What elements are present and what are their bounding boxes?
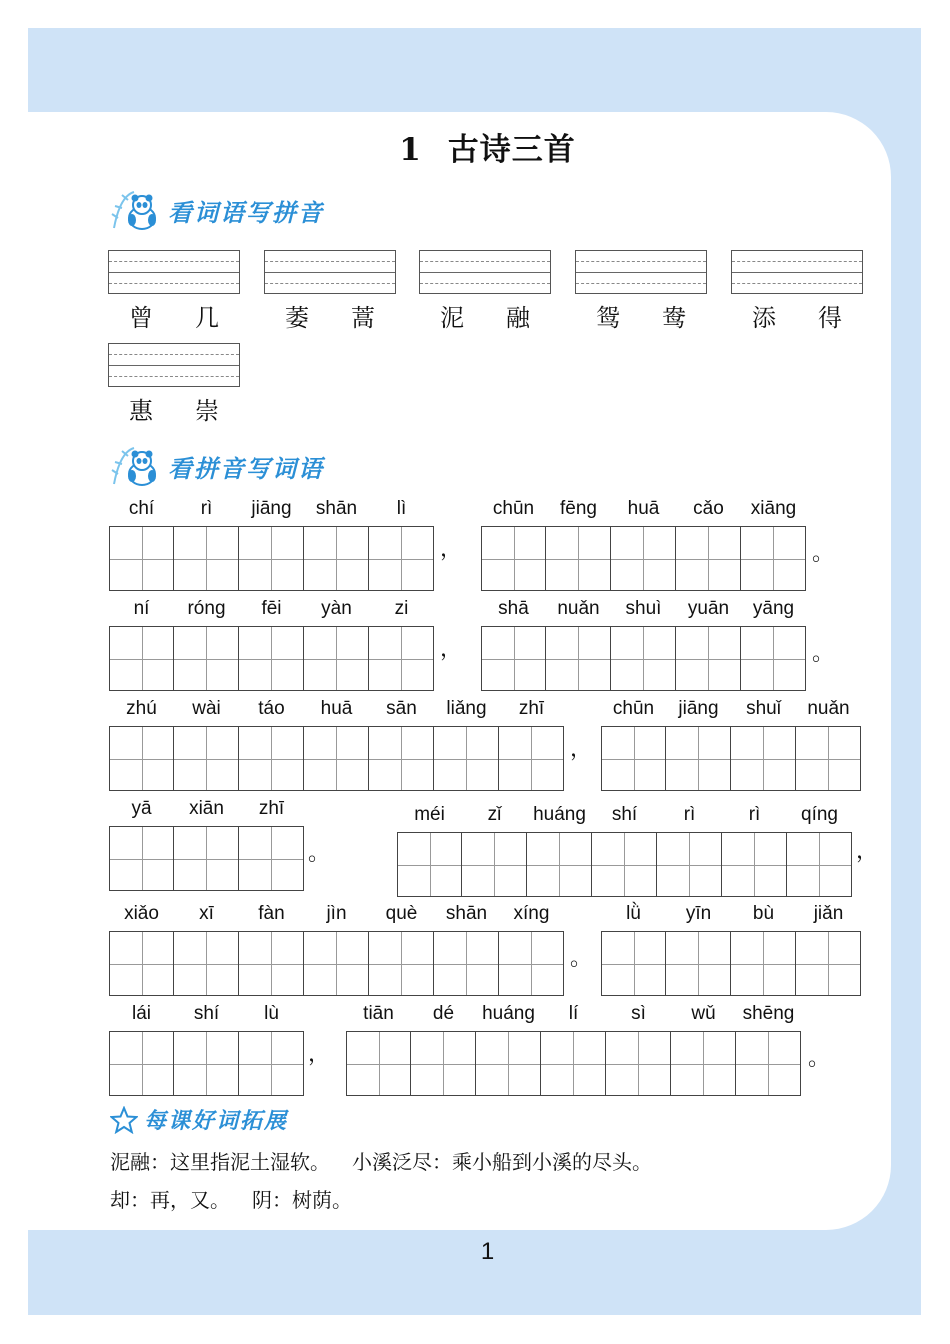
- word-character: 萎: [285, 304, 309, 332]
- character-grid: [397, 832, 852, 897]
- writing-cell[interactable]: [541, 1031, 606, 1096]
- character-grid: [601, 726, 861, 791]
- pinyin-syllable: lì: [396, 498, 407, 519]
- word-character: 泥: [440, 304, 464, 332]
- pinyin-writing-box[interactable]: [264, 250, 396, 294]
- word-character: 曾: [129, 304, 153, 332]
- vocab-line-2: [110, 1184, 374, 1213]
- writing-cell[interactable]: [606, 1031, 671, 1096]
- writing-cell[interactable]: [304, 726, 369, 791]
- word-characters: [575, 298, 707, 333]
- pinyin-syllable: sì: [631, 1003, 646, 1024]
- section-header-look-write-pinyin: [110, 188, 324, 232]
- pinyin-syllable: táo: [258, 698, 285, 719]
- pinyin-syllable: fàn: [258, 903, 285, 924]
- vocab-item: 泥融：这里指泥土湿软。: [110, 1150, 330, 1174]
- writing-cell[interactable]: [369, 526, 434, 591]
- writing-cell[interactable]: [499, 931, 564, 996]
- writing-cell[interactable]: [397, 832, 462, 897]
- pinyin-syllable: yā: [131, 798, 152, 819]
- punctuation-mark: ，: [440, 537, 463, 562]
- pinyin-row: [109, 903, 564, 925]
- writing-cell[interactable]: [174, 1031, 239, 1096]
- pinyin-syllable: jiāng: [251, 498, 292, 519]
- pinyin-row: [109, 498, 434, 520]
- pinyin-syllable: lí: [568, 1003, 579, 1024]
- character-grid: [481, 626, 806, 691]
- pinyin-syllable: chūn: [492, 498, 535, 519]
- pinyin-syllable: jiāng: [678, 698, 719, 719]
- writing-cell[interactable]: [174, 931, 239, 996]
- pinyin-syllable: lái: [131, 1003, 151, 1024]
- word-characters: [264, 298, 396, 333]
- pinyin-syllable: shān: [315, 498, 358, 519]
- character-grid: [109, 626, 434, 691]
- pinyin-syllable: zi: [394, 598, 409, 619]
- pinyin-syllable: xiāng: [750, 498, 797, 519]
- writing-cell[interactable]: [601, 726, 666, 791]
- pinyin-syllable: bù: [752, 903, 775, 924]
- word-character: 惠: [129, 397, 153, 425]
- pinyin-syllable: lù: [264, 1003, 279, 1024]
- writing-cell[interactable]: [434, 931, 499, 996]
- pinyin-syllable: cǎo: [693, 498, 724, 519]
- writing-cell[interactable]: [546, 626, 611, 691]
- pinyin-syllable: zhú: [126, 698, 157, 719]
- pinyin-syllable: jìn: [326, 903, 347, 924]
- word-character: 崇: [195, 397, 219, 425]
- pinyin-syllable: shān: [445, 903, 488, 924]
- pinyin-syllable: yàn: [321, 598, 352, 619]
- pinyin-syllable: chūn: [612, 698, 655, 719]
- writing-cell[interactable]: [736, 1031, 801, 1096]
- pinyin-syllable: jiǎn: [813, 903, 844, 924]
- word-character: 添: [752, 304, 776, 332]
- vocab-item: 小溪泛尽：乘小船到小溪的尽头。: [352, 1150, 652, 1174]
- section-title: 看词语写拼音: [168, 198, 324, 227]
- writing-cell[interactable]: [304, 526, 369, 591]
- pinyin-syllable: yuān: [687, 598, 730, 619]
- star-icon: [110, 1106, 138, 1134]
- punctuation-mark: 。: [808, 1046, 831, 1071]
- pinyin-row: [109, 598, 434, 620]
- writing-cell[interactable]: [411, 1031, 476, 1096]
- punctuation-mark: ，: [440, 637, 463, 662]
- pinyin-syllable: nuǎn: [557, 598, 600, 619]
- writing-cell[interactable]: [109, 526, 174, 591]
- writing-cell[interactable]: [174, 826, 239, 891]
- writing-cell[interactable]: [527, 832, 592, 897]
- writing-cell[interactable]: [499, 726, 564, 791]
- punctuation-mark: 。: [812, 541, 835, 566]
- pinyin-syllable: méi: [414, 804, 445, 825]
- pinyin-syllable: rì: [200, 498, 213, 519]
- word-character: 蒿: [351, 304, 375, 332]
- writing-cell[interactable]: [741, 626, 806, 691]
- writing-cell[interactable]: [109, 626, 174, 691]
- writing-cell[interactable]: [731, 931, 796, 996]
- writing-cell[interactable]: [666, 931, 731, 996]
- section-title: 看拼音写词语: [168, 454, 324, 483]
- pinyin-syllable: shí: [611, 804, 638, 825]
- punctuation-mark: 。: [570, 946, 593, 971]
- word-characters: [108, 391, 240, 426]
- writing-cell[interactable]: [174, 726, 239, 791]
- word-character: 得: [818, 304, 842, 332]
- punctuation-mark: 。: [812, 641, 835, 666]
- word-characters: [419, 298, 551, 333]
- writing-cell[interactable]: [676, 626, 741, 691]
- pinyin-writing-box[interactable]: [731, 250, 863, 294]
- punctuation-mark: ，: [856, 839, 879, 864]
- writing-cell[interactable]: [481, 526, 546, 591]
- page-number: 1: [480, 1238, 495, 1265]
- pinyin-syllable: qíng: [801, 804, 838, 825]
- pinyin-syllable: zǐ: [487, 804, 502, 825]
- writing-cell[interactable]: [601, 931, 666, 996]
- writing-cell[interactable]: [787, 832, 852, 897]
- pinyin-syllable: sān: [386, 698, 417, 719]
- writing-cell[interactable]: [109, 726, 174, 791]
- character-grid: [481, 526, 806, 591]
- vocab-line-1: [110, 1146, 674, 1175]
- pinyin-syllable: zhī: [518, 698, 545, 719]
- writing-cell[interactable]: [239, 826, 304, 891]
- pinyin-syllable: huáng: [482, 1003, 535, 1024]
- pinyin-row: [481, 598, 806, 620]
- writing-cell[interactable]: [304, 931, 369, 996]
- pinyin-syllable: xiǎo: [124, 903, 159, 924]
- writing-cell[interactable]: [796, 931, 861, 996]
- vocab-item: 阴：树荫。: [252, 1188, 352, 1212]
- pinyin-syllable: shēng: [742, 1003, 795, 1024]
- pinyin-syllable: liǎng: [446, 698, 487, 719]
- pinyin-syllable: wǔ: [691, 1003, 716, 1024]
- punctuation-mark: ，: [570, 737, 593, 762]
- pinyin-syllable: shuì: [625, 598, 662, 619]
- writing-cell[interactable]: [546, 526, 611, 591]
- pinyin-syllable: tiān: [363, 1003, 394, 1024]
- lesson-title: [0, 124, 950, 169]
- writing-cell[interactable]: [369, 626, 434, 691]
- pinyin-row: [109, 698, 564, 720]
- word-character: 几: [195, 304, 219, 332]
- lesson-number: 1: [399, 132, 422, 168]
- panda-icon: [110, 188, 162, 232]
- pinyin-syllable: dé: [432, 1003, 455, 1024]
- pinyin-syllable: rì: [748, 804, 761, 825]
- character-grid: [109, 526, 434, 591]
- word-character: 鸯: [662, 304, 686, 332]
- pinyin-syllable: yāng: [752, 598, 795, 619]
- pinyin-row: [601, 698, 861, 720]
- pinyin-syllable: huáng: [533, 804, 586, 825]
- writing-cell[interactable]: [239, 1031, 304, 1096]
- writing-cell[interactable]: [109, 931, 174, 996]
- writing-cell[interactable]: [796, 726, 861, 791]
- lesson-title-text: 古诗三首: [447, 132, 576, 168]
- writing-cell[interactable]: [731, 726, 796, 791]
- panda-icon: [110, 444, 162, 488]
- pinyin-syllable: shā: [498, 598, 529, 619]
- vocab-item: 却：再，又。: [110, 1188, 230, 1212]
- character-grid: [109, 1031, 304, 1096]
- writing-cell[interactable]: [481, 626, 546, 691]
- writing-cell[interactable]: [611, 626, 676, 691]
- pinyin-syllable: xíng: [513, 903, 550, 924]
- pinyin-syllable: huā: [627, 498, 660, 519]
- pinyin-syllable: huā: [320, 698, 353, 719]
- writing-cell[interactable]: [109, 1031, 174, 1096]
- punctuation-mark: ，: [308, 1042, 331, 1067]
- character-grid: [109, 931, 564, 996]
- punctuation-mark: 。: [308, 841, 331, 866]
- pinyin-syllable: lǜ: [626, 903, 641, 924]
- writing-cell[interactable]: [722, 832, 787, 897]
- writing-cell[interactable]: [174, 626, 239, 691]
- section-header-vocab-expand: [110, 1104, 288, 1135]
- writing-cell[interactable]: [476, 1031, 541, 1096]
- writing-cell[interactable]: [369, 726, 434, 791]
- pinyin-writing-box[interactable]: [575, 250, 707, 294]
- character-grid: [109, 726, 564, 791]
- word-character: 融: [506, 304, 530, 332]
- pinyin-writing-box[interactable]: [108, 343, 240, 387]
- writing-cell[interactable]: [239, 526, 304, 591]
- word-character: 鸳: [596, 304, 620, 332]
- writing-cell[interactable]: [676, 526, 741, 591]
- writing-cell[interactable]: [109, 826, 174, 891]
- writing-cell[interactable]: [666, 726, 731, 791]
- section-title: 每课好词拓展: [144, 1109, 289, 1134]
- character-grid: [601, 931, 861, 996]
- pinyin-writing-box[interactable]: [108, 250, 240, 294]
- writing-cell[interactable]: [369, 931, 434, 996]
- pinyin-syllable: shí: [193, 1003, 220, 1024]
- pinyin-syllable: chí: [128, 498, 155, 519]
- character-grid: [346, 1031, 801, 1096]
- pinyin-syllable: nuǎn: [807, 698, 850, 719]
- pinyin-syllable: xī: [199, 903, 214, 924]
- pinyin-syllable: ní: [133, 598, 150, 619]
- pinyin-syllable: fēi: [261, 598, 282, 619]
- writing-cell[interactable]: [741, 526, 806, 591]
- pinyin-syllable: róng: [187, 598, 226, 619]
- pinyin-syllable: rì: [683, 804, 696, 825]
- writing-cell[interactable]: [239, 931, 304, 996]
- word-characters: [731, 298, 863, 333]
- writing-cell[interactable]: [592, 832, 657, 897]
- pinyin-row: [109, 798, 304, 820]
- writing-cell[interactable]: [239, 626, 304, 691]
- pinyin-row: [109, 1003, 304, 1025]
- word-characters: [108, 298, 240, 333]
- pinyin-syllable: yīn: [685, 903, 712, 924]
- writing-cell[interactable]: [611, 526, 676, 591]
- pinyin-row: [481, 498, 806, 520]
- writing-cell[interactable]: [174, 526, 239, 591]
- pinyin-syllable: wài: [192, 698, 221, 719]
- writing-cell[interactable]: [239, 726, 304, 791]
- pinyin-syllable: zhī: [258, 798, 285, 819]
- pinyin-writing-box[interactable]: [419, 250, 551, 294]
- writing-cell[interactable]: [346, 1031, 411, 1096]
- writing-cell[interactable]: [657, 832, 722, 897]
- character-grid: [109, 826, 304, 891]
- pinyin-syllable: què: [385, 903, 418, 924]
- section-header-look-pinyin-write: [110, 444, 324, 488]
- writing-cell[interactable]: [671, 1031, 736, 1096]
- writing-cell[interactable]: [304, 626, 369, 691]
- pinyin-row: [601, 903, 861, 925]
- pinyin-row: [346, 1003, 801, 1025]
- pinyin-syllable: xiān: [189, 798, 224, 819]
- writing-cell[interactable]: [462, 832, 527, 897]
- writing-cell[interactable]: [434, 726, 499, 791]
- pinyin-syllable: fēng: [560, 498, 597, 519]
- pinyin-row: [397, 804, 852, 826]
- pinyin-syllable: shuǐ: [746, 698, 781, 719]
